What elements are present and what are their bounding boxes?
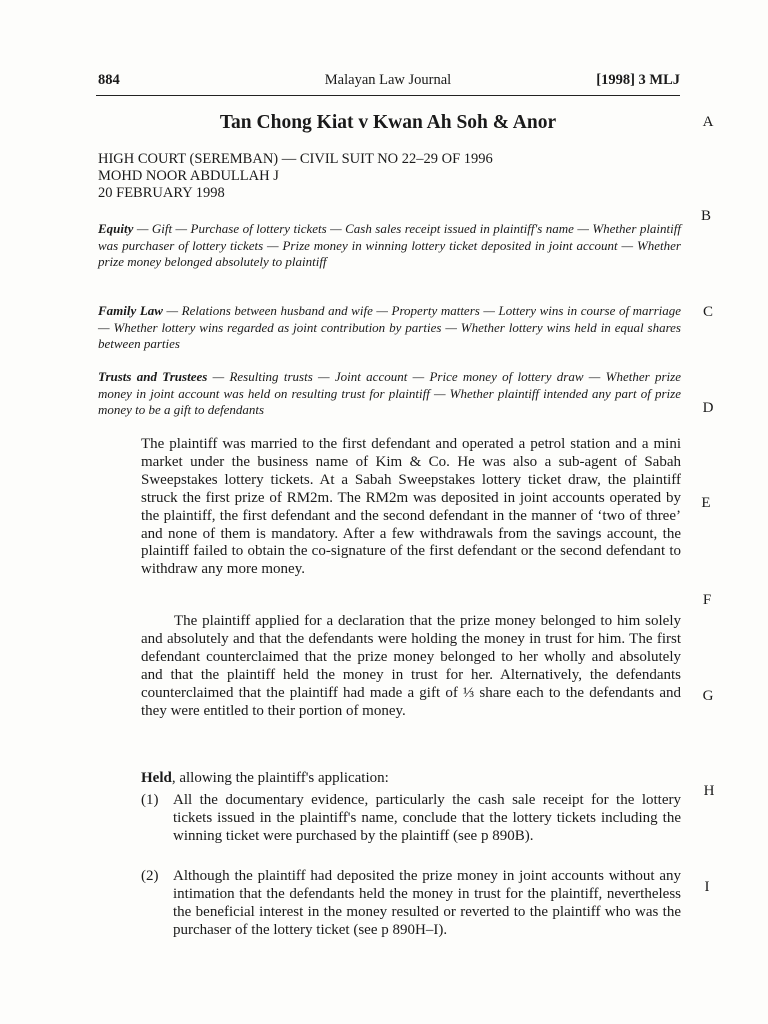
judgment-date: 20 FEBRUARY 1998: [98, 185, 225, 201]
catchword-equity: [98, 221, 681, 271]
margin-letter: H: [703, 783, 715, 799]
catchword-heading: Family Law: [98, 303, 163, 318]
margin-letter: I: [704, 879, 710, 895]
court-details: [98, 151, 678, 202]
held-item: [141, 868, 681, 940]
case-title: Tan Chong Kiat v Kwan Ah Soh & Anor: [219, 112, 557, 133]
court-name: HIGH COURT (SEREMBAN) — CIVIL SUIT NO 22–29 OF 1996: [98, 151, 493, 167]
catchword-text: — Relations between husband and wife — Property matters — Lottery wins in course of marriage — Whether lottery wins regarded as joint contribution by parties — Whether lottery wins held in equal shares between parties: [98, 303, 682, 351]
headnote-paragraph-facts: The plaintiff was married to the first defendant and operated a petrol station and a mini market under the business name of Kim & Co. He was also a sub-agent of Sabah Sweepstakes lottery tickets. At a Sabah Sweepstakes lottery ticket draw, the plaintiff struck the first prize of RM2m. The RM2m was deposited in joint accounts operated by the plaintiff, the first defendant and the second defendant in the manner of ‘two of three’ and none of them is mandatory. After a few withdrawals from the savings account, the plaintiff failed to obtain the co-signature of the first defendant or the second defendant to withdraw any more money.: [141, 436, 681, 578]
headnote-paragraph-claims: The plaintiff applied for a declaration that the prize money belonged to him solely and absolutely and that the defendants were holding the money in trust for him. The first defendant counterclaimed that the prize money belonged to her wholly and absolutely and that the plaintiff held the money in trust for her. Alternatively, the defendants counterclaimed that the plaintiff had made a gift of ⅓ share each to the defendants and they were entitled to their portion of money.: [141, 613, 681, 719]
page-number: 884: [98, 72, 120, 88]
catchword-heading: Equity: [98, 221, 134, 236]
margin-letter: D: [702, 400, 714, 416]
running-head: [96, 72, 680, 92]
margin-letter: F: [702, 592, 712, 608]
held-item-number: (2): [141, 868, 159, 884]
margin-letter: B: [700, 208, 711, 224]
held-item-number: (1): [141, 792, 159, 808]
catchword-text: — Resulting trusts — Joint account — Price money of lottery draw — Whether prize money in joint account was held on resulting trust for plaintiff — Whether plaintiff intended any part of prize money to be a gift to defendants: [98, 369, 681, 417]
header-rule: [96, 95, 680, 96]
judge-name: MOHD NOOR ABDULLAH J: [98, 168, 279, 184]
catchword-trusts: [98, 369, 681, 419]
held-outcome: , allowing the plaintiff's application:: [171, 770, 389, 786]
margin-letter: C: [702, 304, 713, 320]
margin-letter: E: [701, 495, 711, 511]
held-intro: [141, 770, 681, 788]
margin-letter: A: [702, 114, 714, 130]
catchword-text: — Gift — Purchase of lottery tickets — Cash sales receipt issued in plaintiff's name — Whether plaintiff was purchaser of lottery tickets — Prize money in winning lottery ticket deposited in joint account — Whether prize money belonged absolutely to plaintiff: [98, 221, 681, 269]
journal-citation: [1998] 3 MLJ: [596, 72, 680, 88]
catchword-family-law: [98, 303, 681, 353]
held-item: [141, 792, 681, 846]
journal-name: Malayan Law Journal: [324, 72, 452, 88]
margin-letter: G: [702, 688, 714, 704]
held-item-text: All the documentary evidence, particularly the cash sale receipt for the lottery tickets issued in the plaintiff's name, conclude that the lottery tickets including the winning ticket were purchased by the plaintiff (see p 890B).: [173, 792, 681, 844]
catchword-heading: Trusts and Trustees: [98, 369, 208, 384]
held-label: Held: [141, 770, 172, 786]
held-item-text: Although the plaintiff had deposited the prize money in joint accounts without any intimation that the defendants held the money in trust for the plaintiff, nevertheless the beneficial interest in the money resulted or reverted to the plaintiff who was the purchaser of the lottery ticket (see p 890H–I).: [173, 868, 681, 938]
